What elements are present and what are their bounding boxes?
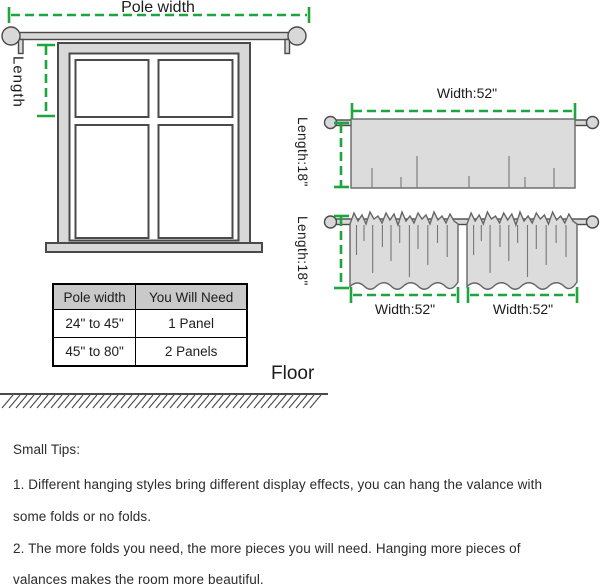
table-cell-range-1: 24" to 45" <box>53 310 136 338</box>
flat-valance-width-measure <box>352 103 575 119</box>
table-header-you-will-need: You Will Need <box>136 284 247 310</box>
gathered-valance-diagram <box>325 212 599 303</box>
gathered-width-label-right: Width:52" <box>492 301 554 317</box>
window-pane <box>76 60 149 117</box>
flat-valance-length-label: Length:18" <box>294 117 310 187</box>
flat-valance-width-label: Width:52" <box>436 85 498 101</box>
floor-marking <box>0 394 328 408</box>
window-pane <box>159 125 233 238</box>
floor-label: Floor <box>271 363 315 384</box>
gathered-width-label-left: Width:52" <box>374 301 436 317</box>
tip-line: some folds or no folds. <box>13 509 152 524</box>
window-illustration <box>46 43 262 252</box>
window-length-measure <box>37 45 55 116</box>
table-header-row <box>53 284 247 310</box>
table-cell-need-1: 1 Panel <box>136 310 247 338</box>
flat-valance-diagram <box>325 103 599 188</box>
window-pane <box>76 125 149 238</box>
table-cell-range-2: 45" to 80" <box>53 338 136 367</box>
pole-finial-right <box>288 27 306 45</box>
floor-hatching <box>2 395 321 408</box>
tips-title: Small Tips: <box>13 442 81 457</box>
tip-line: 2. The more folds you need, the more pieces you will need. Hanging more pieces of <box>13 541 521 556</box>
table-cell-need-2: 2 Panels <box>136 338 247 367</box>
gathered-panel-right <box>467 212 577 289</box>
tip-line: 1. Different hanging styles bring different display effects, you can hang the valance with <box>13 477 543 492</box>
tip-line: valances makes the room more beautiful. <box>13 572 264 586</box>
table-row <box>53 338 247 367</box>
gathered-panel-left <box>350 212 458 289</box>
table-row <box>53 310 247 338</box>
window-pane <box>159 60 233 117</box>
flat-valance-panel <box>351 119 575 188</box>
pole-finial-right <box>587 117 599 129</box>
gathered-length-measure <box>334 216 349 288</box>
pole-finial-right <box>587 216 599 228</box>
panel-size-table <box>52 283 248 367</box>
flat-valance-length-measure <box>334 123 349 187</box>
window-length-label: Length <box>9 56 27 108</box>
table-header-pole-width: Pole width <box>53 284 136 310</box>
pole-finial-left <box>325 216 337 228</box>
pole-width-label: Pole width <box>121 0 195 16</box>
pole-finial-left <box>2 27 20 45</box>
window-sill <box>46 243 262 252</box>
gathered-valance-length-label: Length:18" <box>294 216 310 286</box>
